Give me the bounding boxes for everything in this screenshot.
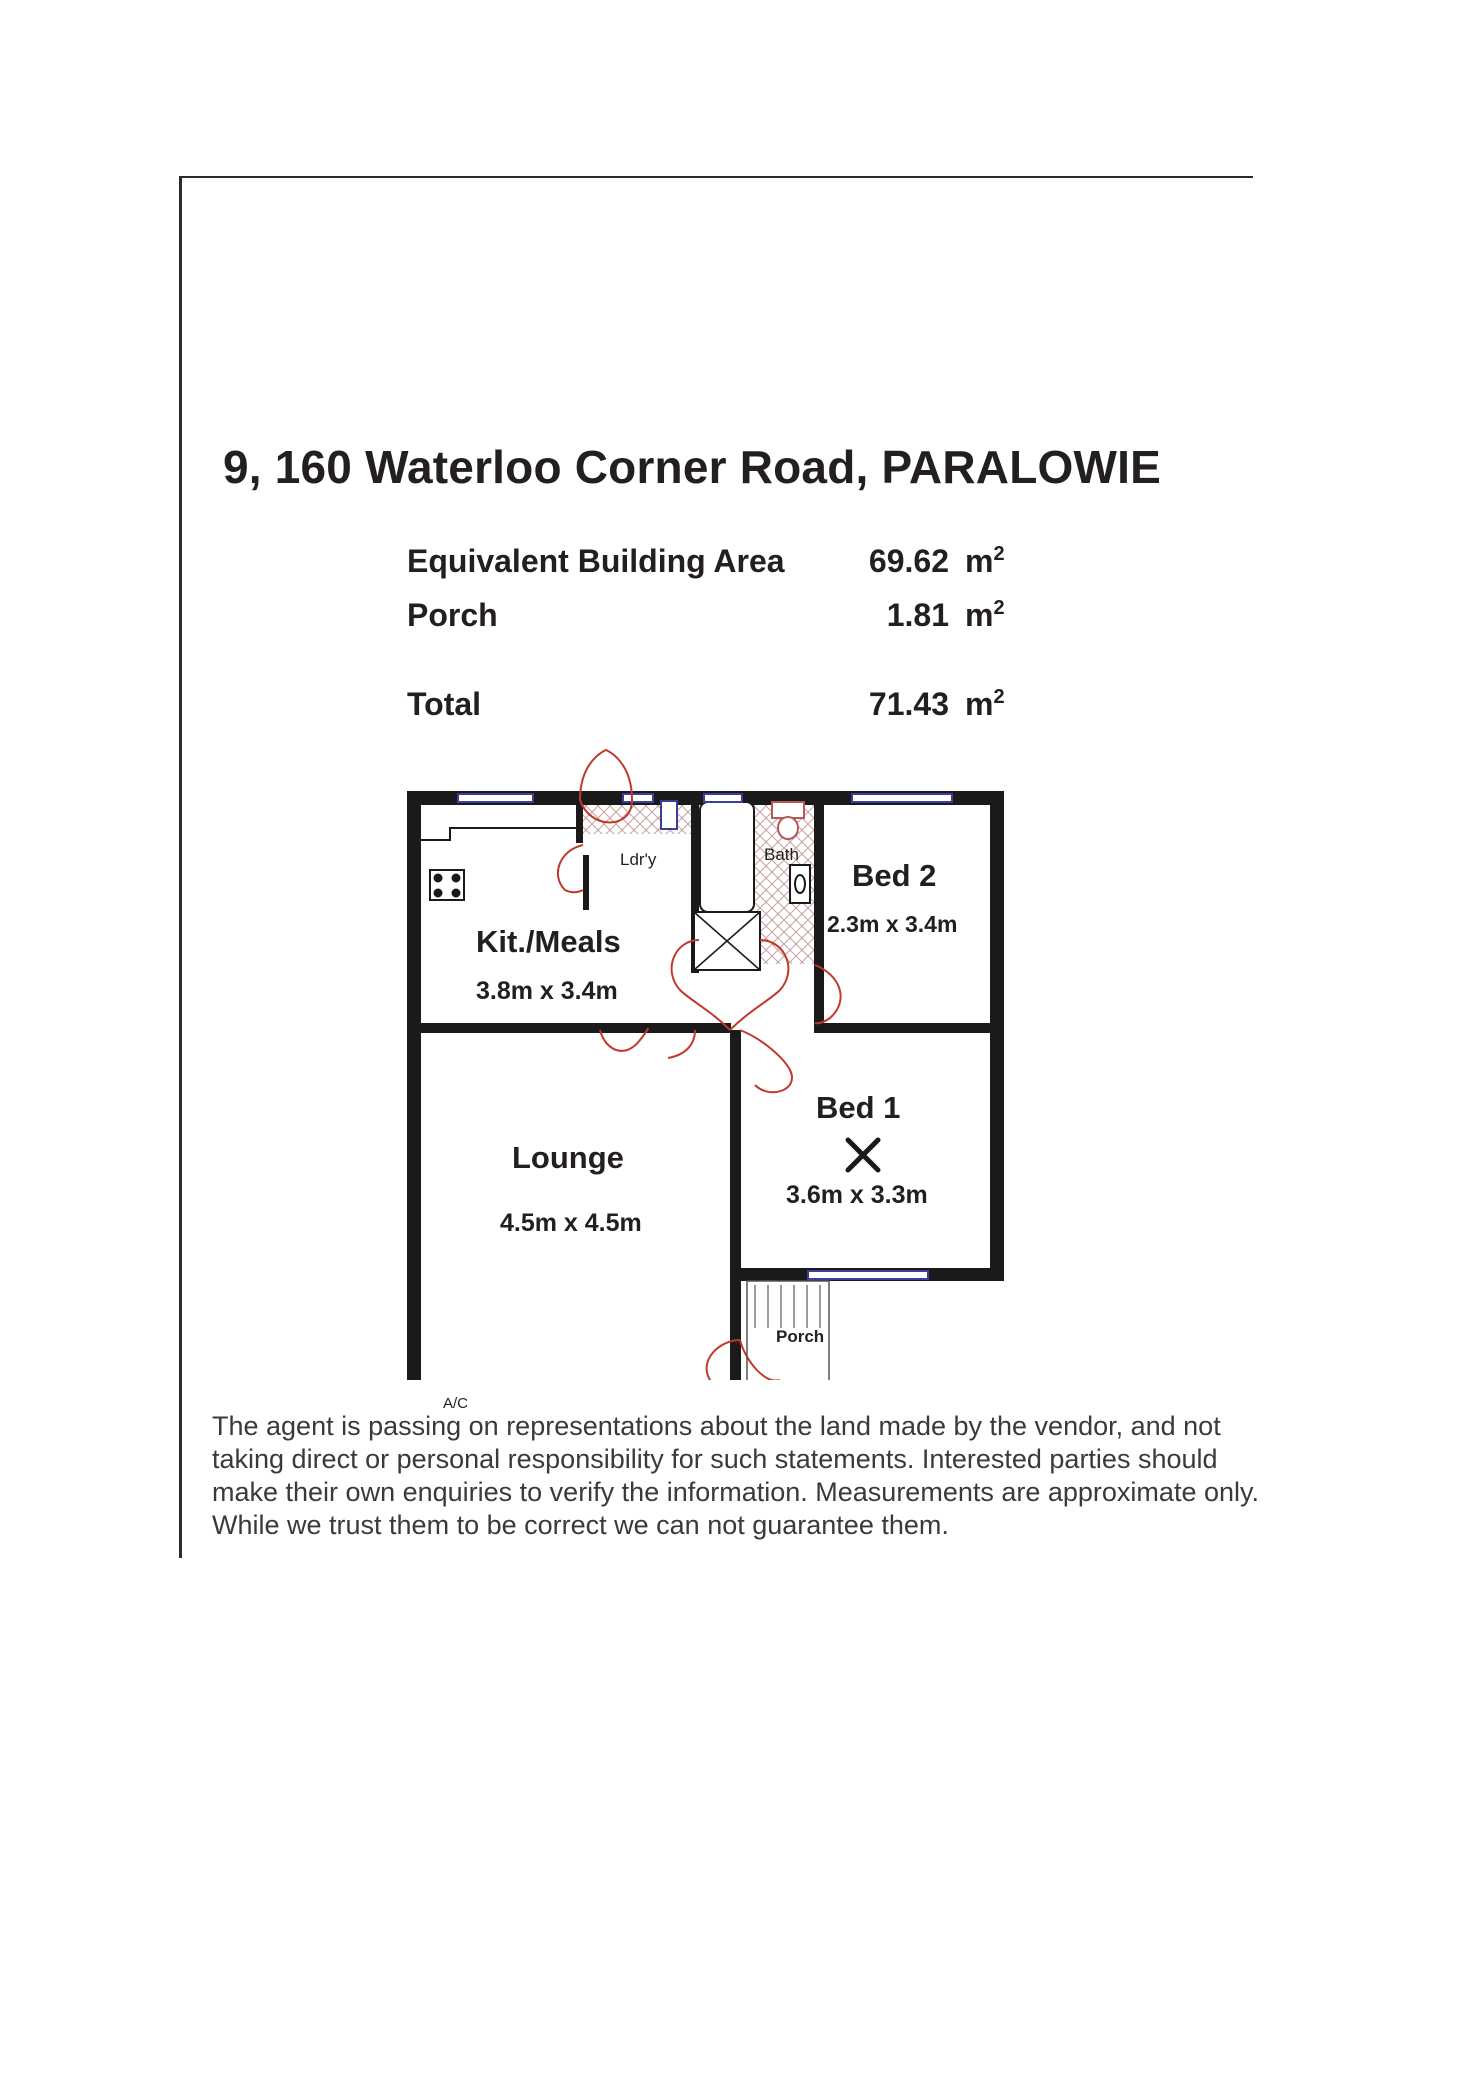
area-label: Equivalent Building Area [407, 543, 785, 579]
property-address-title: 9, 160 Waterloo Corner Road, PARALOWIE [223, 441, 1161, 493]
room-dims-lounge: 4.5m x 4.5m [500, 1209, 642, 1237]
area-unit: $m^2$ [965, 686, 1005, 722]
floor-plan-drawing [400, 740, 1020, 1380]
ceiling-fan-icon [848, 1140, 878, 1170]
area-value: 71.43 [868, 686, 949, 722]
room-dims-kitchen: 3.8m x 3.4m [476, 977, 618, 1005]
room-label-kitchen: Kit./Meals [476, 924, 621, 959]
floor-plan [400, 740, 1020, 1412]
area-row-total [407, 686, 1017, 730]
area-label: Porch [407, 597, 498, 633]
ac-label: A/C [443, 1395, 469, 1412]
room-label-porch: Porch [776, 1327, 825, 1346]
room-label-bed1: Bed 1 [816, 1090, 901, 1125]
area-unit: $m^2$ [965, 543, 1005, 579]
area-value: 69.62 [868, 543, 949, 579]
frame-top-rule [180, 176, 1253, 178]
disclaimer-text: The agent is passing on representations about the land made by the vendor, and not taking direct or personal responsibility for such statements. Interested parties should make their own enquiries to verify the information. Measurements are approximate only. While we trust them to be correct we can not guarantee them. [212, 1411, 1259, 1540]
room-dims-bed1: 3.6m x 3.3m [786, 1181, 928, 1209]
room-label-bed2: Bed 2 [852, 858, 937, 893]
area-row-building [407, 543, 1017, 587]
kitchen-bench [420, 828, 583, 900]
area-value: 1.81 [886, 597, 949, 633]
room-label-bath: Bath [764, 845, 799, 864]
room-label-laundry: Ldr'y [620, 850, 657, 869]
frame-left-rule [179, 176, 182, 1558]
room-dims-bed2: 2.3m x 3.4m [827, 911, 958, 937]
area-row-porch [407, 597, 1017, 641]
room-label-lounge: Lounge [512, 1140, 624, 1175]
area-unit: $m^2$ [965, 597, 1005, 633]
area-label: Total [407, 686, 482, 722]
